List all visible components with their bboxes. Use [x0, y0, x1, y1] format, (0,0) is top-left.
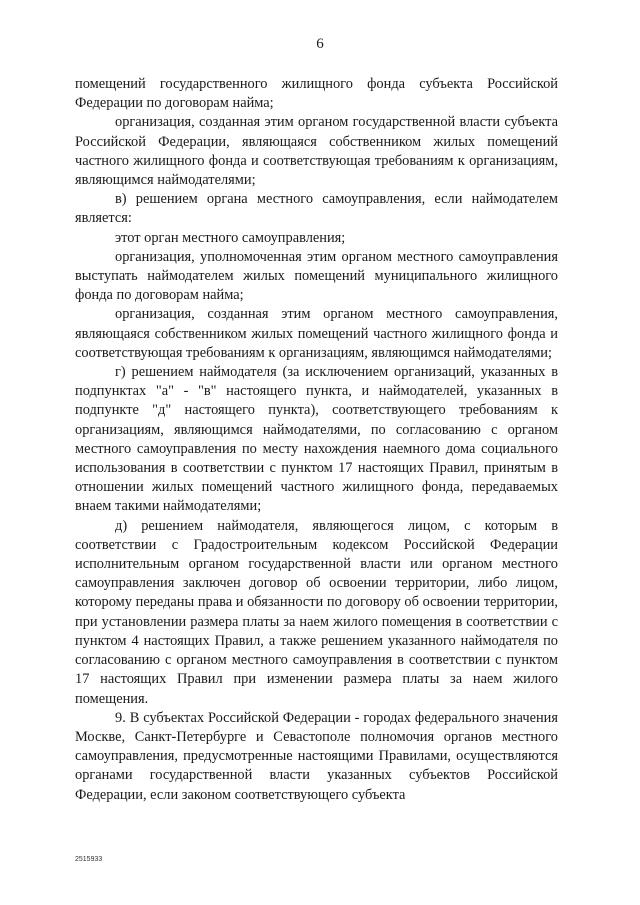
paragraph-8: д) решением наймодателя, являющегося лицом, с которым в соответствии с Градостроительным кодексом Российской Федерации исполнительным органом государственной власти или органом местного самоуправления заключен договор об освоении территории, либо лицом, которому переданы права и обязанности по договору об освоении территории, при установлении размера платы за наем жилого помещения в соответствии с пунктом 4 настоящих Правил, а также решением указанного наймодателя по согласованию с органом местного самоуправления в соответствии с пунктом 17 настоящих Правил при изменении размера платы за наем жилого помещения.: [75, 517, 558, 707]
paragraph-6: организация, созданная этим органом местного самоуправления, являющаяся собственником жилых помещений частного жилищного фонда и соответствующая требованиям к организациям, являющимся наймодателями;: [75, 306, 558, 361]
document-body: [75, 75, 558, 805]
paragraph-3: в) решением органа местного самоуправления, если наймодателем является:: [75, 191, 558, 227]
paragraph-5: организация, уполномоченная этим органом местного самоуправления выступать наймодателем жилых помещений муниципального жилищного фонда по договорам найма;: [75, 248, 558, 304]
paragraph-7: г) решением наймодателя (за исключением организаций, указанных в подпунктах "а" - "в" настоящего пункта, и наймодателей, указанных в подпункте "д" настоящего пункта), соответствующего требованиям к организациям, являющимся наймодателями, по согласованию с органом местного самоуправления по месту нахождения наемного дома социального использования в соответствии с пунктом 17 настоящих Правил, принятым в отношении жилых помещений частного жилищного фонда, передаваемых внаем такими наймодателями;: [75, 364, 558, 515]
paragraph-1: помещений государственного жилищного фонда субъекта Российской Федерации по договорам найма;: [75, 76, 558, 112]
page-number: 6: [316, 36, 324, 52]
document-id: 2515933: [75, 856, 103, 863]
paragraph-9: 9. В субъектах Российской Федерации - городах федерального значения Москве, Санкт-Петербурге и Севастополе полномочия органов местного самоуправления, предусмотренные настоящими Правилами, осуществляются органами государственной власти указанных субъектов Российской Федерации, если законом соответствующего субъекта: [75, 709, 558, 803]
paragraph-4: этот орган местного самоуправления;: [115, 229, 346, 246]
paragraph-2: организация, созданная этим органом государственной власти субъекта Российской Федерации, являющаяся собственником жилых помещений частного жилищного фонда и соответствующая требованиям к организациям, являющимся наймодателями;: [75, 114, 558, 189]
